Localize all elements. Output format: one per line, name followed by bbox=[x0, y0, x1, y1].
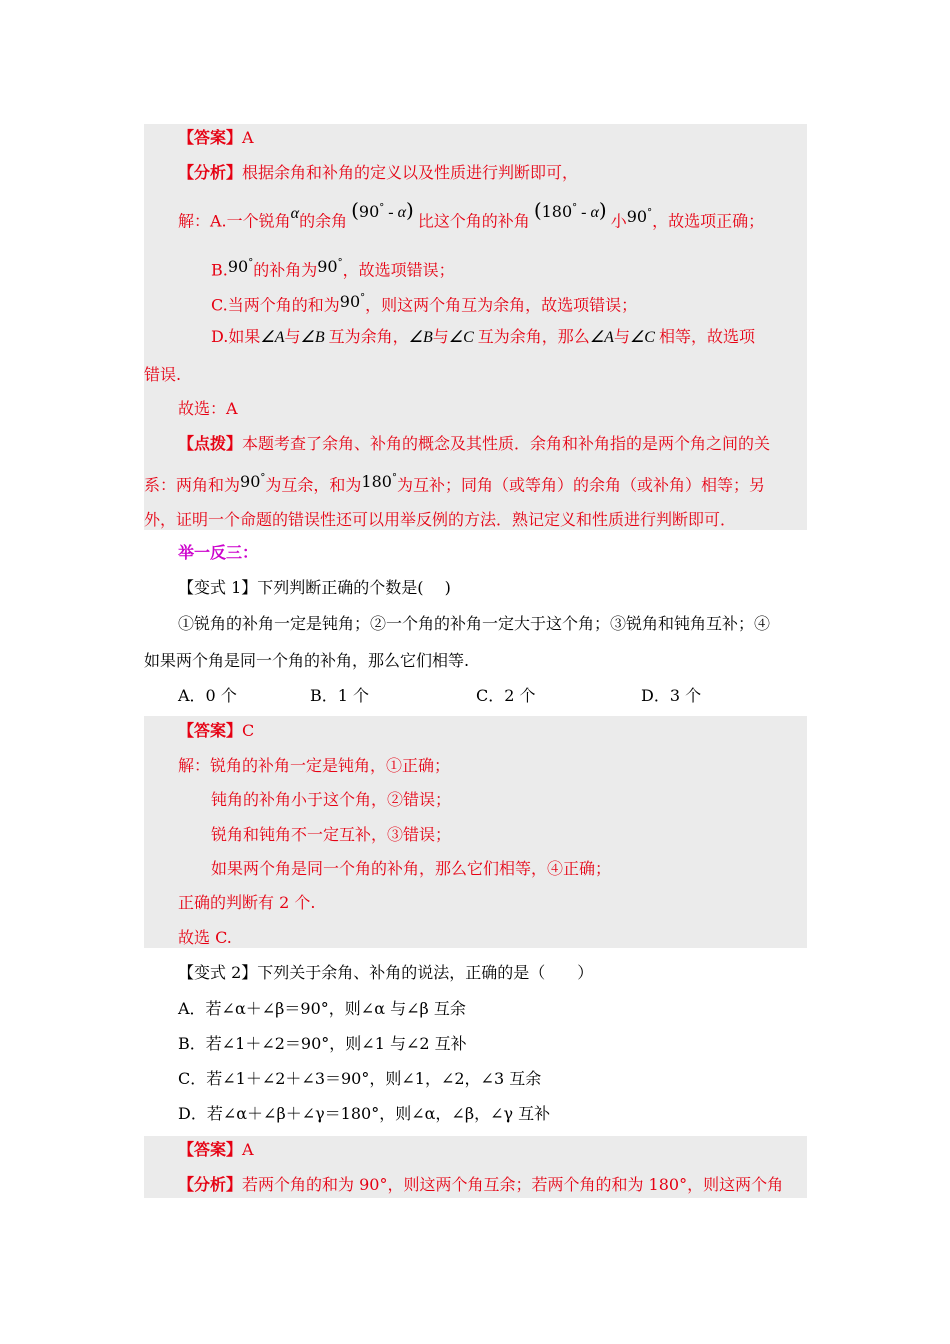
v2-analysis-tag: 【分析】 bbox=[178, 1175, 243, 1194]
solution-b-tail: ，故选项错误； bbox=[342, 260, 455, 280]
variant1-choose: 故选 C. bbox=[178, 928, 232, 947]
d-angle-b1: ∠B bbox=[300, 329, 325, 346]
v1-answer-tag: 【答案】 bbox=[178, 721, 243, 740]
example-answer-line bbox=[178, 128, 254, 148]
d-p2: 与 bbox=[284, 327, 301, 346]
note-line-1 bbox=[178, 434, 770, 454]
variant1-stem-1: ①锐角的补角一定是钝角；②一个角的补角一定大于这个角；③锐角和钝角互补；④ bbox=[178, 614, 771, 633]
comp-deg: ° bbox=[379, 203, 385, 214]
variant2-option-c: C．若∠1＋∠2＋∠3＝90°，则∠1，∠2，∠3 互余 bbox=[178, 1069, 542, 1088]
comp-rest: - α bbox=[384, 204, 406, 222]
variant1-option-d: D．3 个 bbox=[641, 686, 702, 705]
d-angle-a1: ∠A bbox=[260, 329, 285, 346]
supp-deg: ° bbox=[572, 203, 578, 214]
note2-d2: ° bbox=[391, 473, 397, 484]
solution-c-line bbox=[211, 292, 637, 315]
val-90: 90 bbox=[626, 207, 648, 227]
analysis-text: 根据余角和补角的定义以及性质进行判断即可， bbox=[242, 163, 579, 182]
solution-a-prefix: 解：A.一个锐角 bbox=[178, 211, 291, 231]
d-p5: 互为余角，那么 bbox=[477, 327, 590, 346]
example-analysis-line bbox=[178, 163, 578, 183]
variant2-option-d: D．若∠α＋∠β＋∠γ＝180°，则∠α，∠β，∠γ 互补 bbox=[178, 1104, 551, 1123]
c-deg: ° bbox=[360, 293, 366, 304]
solution-a-line bbox=[178, 198, 765, 232]
b-v2: 90 bbox=[317, 257, 338, 277]
note2-a: 系：两角和为 bbox=[144, 475, 241, 495]
v1-answer-value: C bbox=[242, 721, 255, 740]
variant1-solution-3: 锐角和钝角不一定互补，③错误； bbox=[211, 825, 452, 844]
v2-analysis-text: 若两个角的和为 90°，则这两个角互余；若两个角的和为 180°，则这两个角 bbox=[242, 1175, 784, 1194]
note2-d1: ° bbox=[260, 473, 266, 484]
solution-a-tail: ，故选项正确； bbox=[652, 211, 765, 231]
c-value bbox=[340, 292, 365, 311]
variant1-option-a: A．0 个 bbox=[178, 686, 237, 705]
variant2-analysis-line bbox=[178, 1175, 783, 1195]
b-deg1: ° bbox=[248, 258, 254, 269]
note2-c: 为互补；同角（或等角）的余角（或补角）相等；另 bbox=[396, 475, 765, 495]
variant1-solution-1: 解：锐角的补角一定是钝角，①正确； bbox=[178, 756, 451, 775]
supp-180: 180 bbox=[541, 202, 573, 222]
comp-90: 90 bbox=[358, 202, 380, 222]
supplement-expression: (180° - α) bbox=[533, 198, 607, 223]
b-v1: 90 bbox=[227, 257, 249, 277]
example-choose: 故选：A bbox=[178, 399, 238, 418]
d-angle-c1: ∠C bbox=[448, 329, 474, 346]
variant1-solution-4: 如果两个角是同一个角的补角，那么它们相等，④正确； bbox=[211, 859, 612, 878]
b-value-2 bbox=[317, 257, 342, 276]
analysis-tag: 【分析】 bbox=[178, 163, 243, 182]
solution-b-line bbox=[211, 257, 455, 280]
deg: ° bbox=[647, 208, 653, 219]
variant1-option-c: C．2 个 bbox=[476, 686, 536, 705]
section-title: 举一反三： bbox=[178, 543, 259, 562]
solution-a-mid3: 小 bbox=[610, 211, 627, 231]
solution-d-continuation: 错误. bbox=[144, 365, 182, 384]
variant2-answer-line bbox=[178, 1140, 254, 1160]
note-line-2 bbox=[144, 472, 765, 495]
value-90 bbox=[627, 207, 652, 226]
d-angle-c2: ∠C bbox=[629, 329, 655, 346]
solution-d-line bbox=[211, 327, 755, 348]
solution-b-mid: 的补角为 bbox=[253, 260, 318, 280]
note-line-3: 外，证明一个命题的错误性还可以用举反例的方法．熟记定义和性质进行判断即可． bbox=[144, 510, 737, 529]
note-tag: 【点拨】 bbox=[178, 434, 243, 453]
variant2-option-b: B．若∠1＋∠2＝90°，则∠1 与∠2 互补 bbox=[178, 1034, 467, 1053]
d-p6: 与 bbox=[613, 327, 630, 346]
b-value-1 bbox=[228, 257, 253, 276]
c-v: 90 bbox=[339, 292, 361, 312]
note2-value-90 bbox=[240, 472, 265, 491]
d-angle-a2: ∠A bbox=[589, 329, 614, 346]
answer-value: A bbox=[242, 128, 254, 147]
v2-answer-tag: 【答案】 bbox=[178, 1140, 243, 1159]
solution-c-prefix: C.当两个角的和为 bbox=[211, 295, 340, 315]
d-p3: 互为余角， bbox=[328, 327, 409, 346]
answer-tag: 【答案】 bbox=[178, 128, 243, 147]
variant1-question: 【变式 1】下列判断正确的个数是( ) bbox=[178, 578, 451, 597]
d-p4: 与 bbox=[432, 327, 449, 346]
supp-rest: - α bbox=[577, 204, 599, 222]
v2-answer-value: A bbox=[242, 1140, 254, 1159]
note2-value-180 bbox=[361, 472, 397, 491]
d-p7: 相等，故选项 bbox=[658, 327, 755, 346]
note2-v1: 90 bbox=[240, 472, 261, 492]
b-deg2: ° bbox=[337, 258, 343, 269]
alpha-symbol: α bbox=[290, 205, 300, 223]
note-text-1: 本题考查了余角、补角的概念及其性质．余角和补角指的是两个角之间的关 bbox=[242, 434, 771, 453]
solution-a-mid1: 的余角 bbox=[299, 211, 348, 231]
variant1-option-b: B．1 个 bbox=[310, 686, 370, 705]
d-angle-b2: ∠B bbox=[408, 329, 433, 346]
d-p1: D.如果 bbox=[211, 327, 261, 346]
variant1-answer-line bbox=[178, 721, 254, 741]
variant2-option-a: A．若∠α＋∠β＝90°，则∠α 与∠β 互余 bbox=[178, 999, 466, 1018]
variant1-conclusion: 正确的判断有 2 个. bbox=[178, 893, 316, 912]
variant1-stem-2: 如果两个角是同一个角的补角，那么它们相等. bbox=[144, 651, 470, 670]
complement-expression: (90° - α) bbox=[351, 198, 414, 223]
note2-v2: 180 bbox=[361, 472, 392, 492]
variant2-question: 【变式 2】下列关于余角、补角的说法，正确的是（ ） bbox=[178, 963, 594, 982]
solution-c-tail: ，则这两个角互为余角，故选项错误； bbox=[365, 295, 638, 315]
solution-a-mid2: 比这个角的补角 bbox=[417, 211, 530, 231]
solution-b-prefix: B. bbox=[211, 260, 228, 280]
variant1-solution-2: 钝角的补角小于这个角，②错误； bbox=[211, 790, 452, 809]
note2-b: 为互余，和为 bbox=[265, 475, 362, 495]
